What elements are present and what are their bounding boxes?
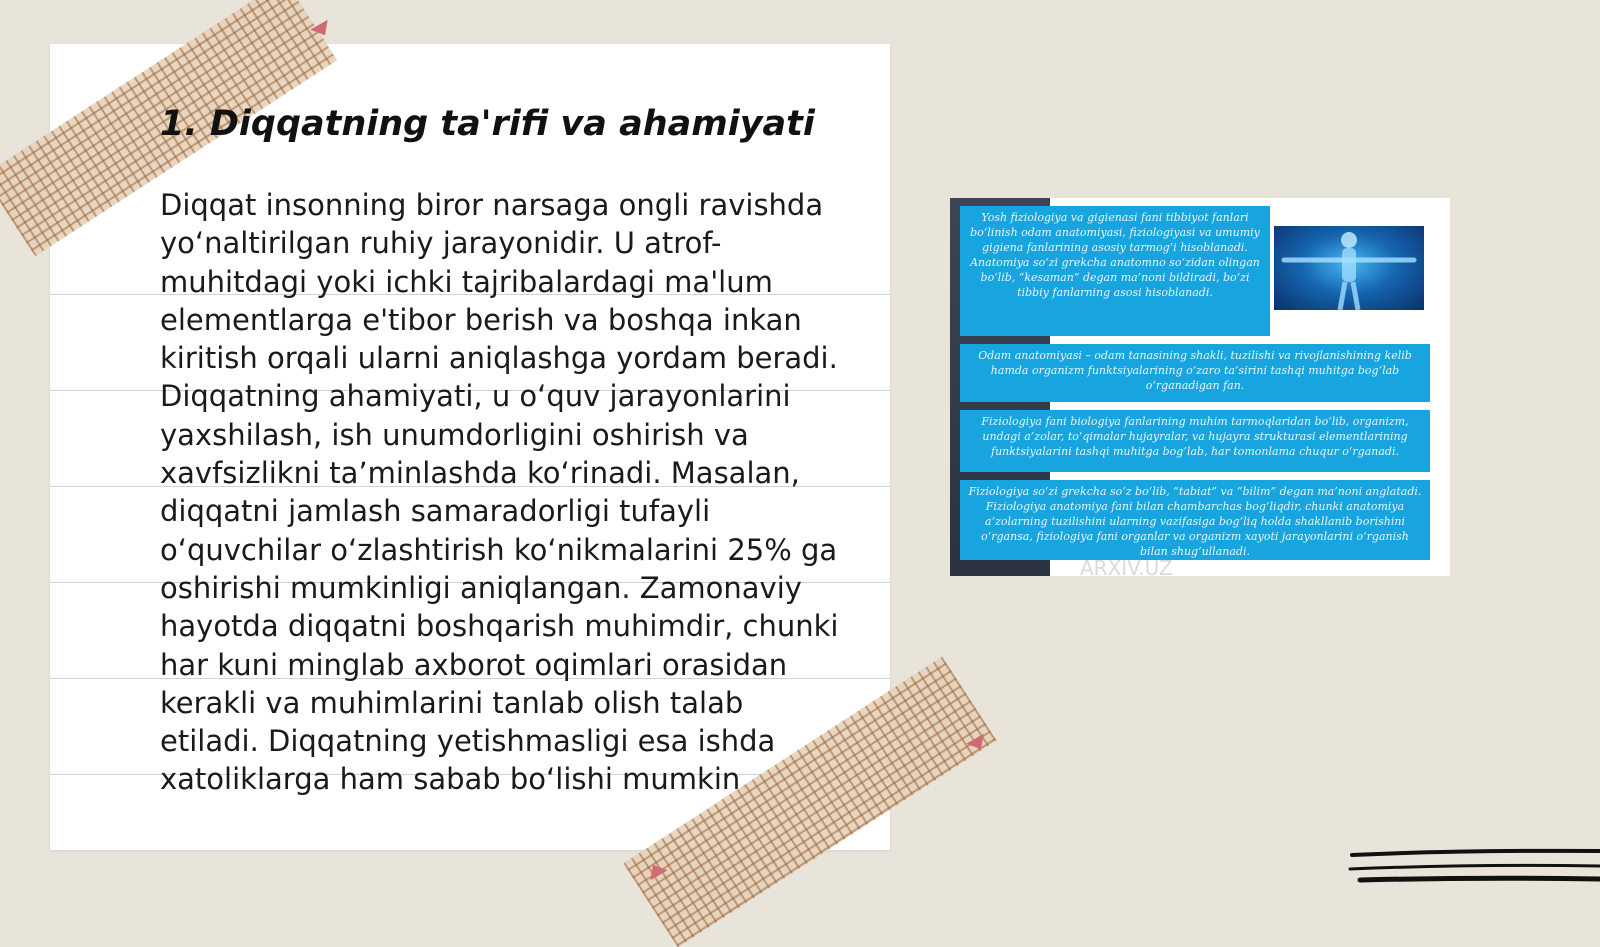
figure-text-box-1: Yosh fiziologiya va gigienasi fani tibbiyot fanlari bo‘linish odam anatomiyasi, fiziologiyasi va umumiy gigiena fanlarining asosiy tarmog‘i hisoblanadi. Anatomiya so‘zi grekcha anatomno so‘zidan olingan bo‘lib, “kesaman” degan ma’noni bildiradi, bo‘zi tibbiy fanlarning asosi hisoblanadi. [960, 206, 1270, 336]
figure-text-box-2: Odam anatomiyasi – odam tanasining shakli, tuzilishi va rivojlanishining kelib hamda organizm funktsiyalarining o‘zaro ta’sirini tashqi muhitga bog‘lab o‘rganadigan fan. [960, 344, 1430, 402]
slide-body-text: Diqqat insonning biror narsaga ongli ravishda yo‘naltirilgan ruhiy jarayonidir. U atrof-muhitdagi yoki ichki tajribalardagi ma'lum elementlarga e'tibor berish va boshqa inkan kiritish orqali ularni aniqlashga yordam beradi. Diqqatning ahamiyati, u o‘quv jarayonlarini yaxshilash, ish unumdorligini oshirish va xavfsizlikni ta’minlashda ko‘rinadi. Masalan, diqqatni jamlash samaradorligi tufayli o‘quvchilar o‘zlashtirish ko‘nikmalarini 25% ga oshirishi mumkinligi aniqlangan. Zamonaviy hayotda diqqatni boshqarish muhimdir, chunki har kuni minglab axborot oqimlari orasidan kerakli va muhimlarini tanlab olish talab etiladi. Diqqatning yetishmasligi esa ishda xatoliklarga ham sabab bo‘lishi mumkin. [160, 188, 839, 797]
figure-text-box-3: Fiziologiya fani biologiya fanlarining muhim tarmoqlaridan bo‘lib, organizm, undagi a’zolar, to‘qimalar hujayralar, va hujayra strukturasi elementlarining funktsiyalarini tashqi muhitga bog‘lab, har tomonlama chuqur o‘rganadi. [960, 410, 1430, 472]
figure-watermark: ARXIV.UZ [1080, 556, 1173, 580]
figure-text-box-4: Fiziologiya so‘zi grekcha so‘z bo‘lib, “tabiat” va “bilim” degan ma’noni anglatadi. Fiziologiya anatomiya fani bilan chambarchas bog‘liqdir, chunki anatomiya a’zolarning tuzilishini ularning vazifasiga bog‘liq holda shakllanib borishini o‘rgansa, fiziologiya fani organlar va organizm xayoti jarayonlarini o‘rganish bilan shug‘ullanadi. [960, 480, 1430, 560]
slide-title: 1. Diqqatning ta'rifi va ahamiyati [160, 104, 815, 144]
